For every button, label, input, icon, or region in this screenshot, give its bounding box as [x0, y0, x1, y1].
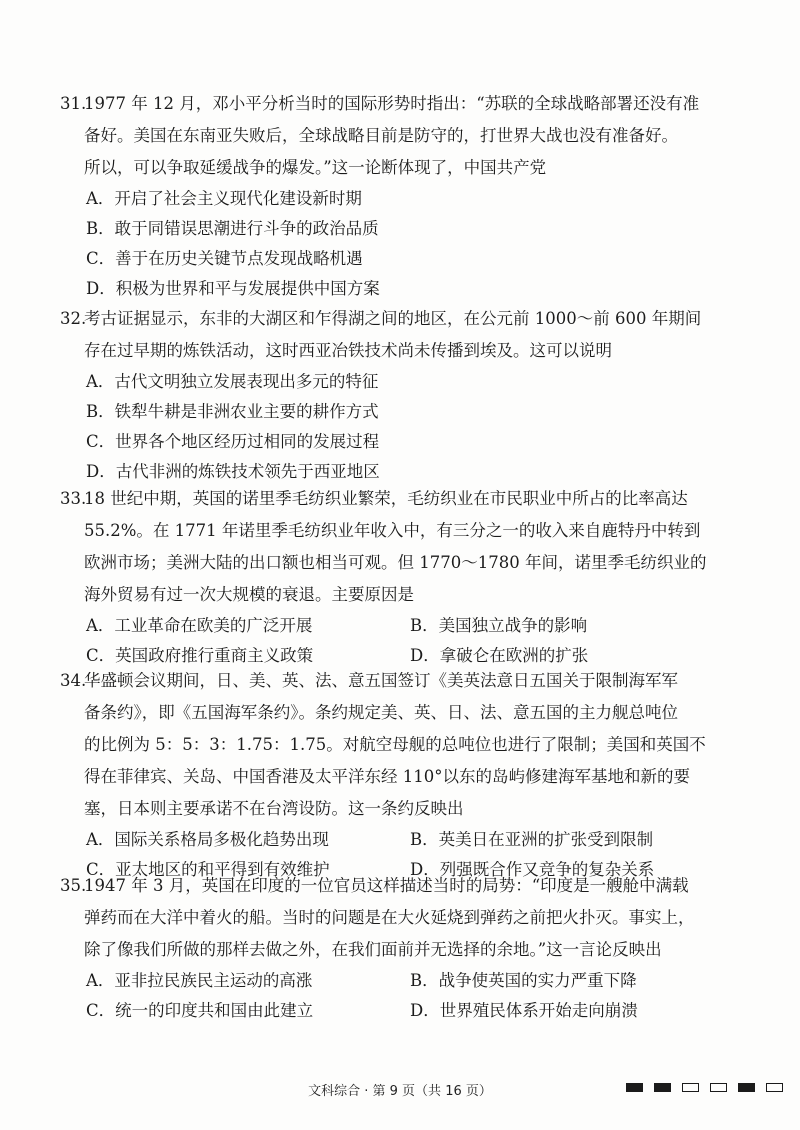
question-stem-line: 欧洲市场；美洲大陆的出口额也相当可观。但 1770～1780 年间，诺里季毛纺织业的	[84, 553, 707, 572]
page-footer: 文科综合 · 第 9 页（共 16 页）	[308, 1084, 492, 1099]
option-c: C．亚太地区的和平得到有效维护	[86, 860, 330, 879]
question-stem-line: 得在菲律宾、关岛、中国香港及太平洋东经 110°以东的岛屿修建海军基地和新的要	[84, 767, 690, 786]
empty-mark	[710, 1083, 727, 1092]
registration-marks	[626, 1083, 783, 1092]
option-row	[60, 996, 760, 1026]
question-stem-line: 华盛顿会议期间，日、美、英、法、意五国签订《美英法意日五国关于限制海军军	[84, 671, 678, 690]
option-d: D．古代非洲的炼铁技术领先于西亚地区	[86, 462, 380, 481]
option-row	[60, 825, 760, 855]
option-d: D．世界殖民体系开始走向崩溃	[410, 1001, 638, 1020]
question-stem-line: 备条约》，即《五国海军条约》。条约规定美、英、日、法、意五国的主力舰总吨位	[84, 703, 678, 722]
question-stem-line: 塞，日本则主要承诺不在台湾设防。这一条约反映出	[84, 799, 464, 818]
option-row	[60, 966, 760, 996]
question-number: 33.	[60, 489, 87, 508]
option-d: D．积极为世界和平与发展提供中国方案	[86, 279, 380, 298]
question-stem-line: 海外贸易有过一次大规模的衰退。主要原因是	[84, 585, 414, 604]
question-35	[60, 870, 760, 1026]
question-stem-line: 所以，可以争取延缓战争的爆发。”这一论断体现了，中国共产党	[84, 158, 547, 177]
option-b: B．敢于同错误思潮进行斗争的政治品质	[86, 219, 379, 238]
option-a: A．开启了社会主义现代化建设新时期	[86, 189, 362, 208]
option-a: A．工业革命在欧美的广泛开展	[86, 616, 313, 635]
question-stem-line: 考古证据显示，东非的大湖区和乍得湖之间的地区，在公元前 1000～前 600 年期间	[84, 309, 702, 328]
filled-mark	[654, 1083, 671, 1092]
question-stem-line: 55.2%。在 1771 年诺里季毛纺织业年收入中，有三分之一的收入来自鹿特丹中转到	[84, 521, 701, 540]
question-stem-line: 存在过早期的炼铁活动，这时西亚冶铁技术尚未传播到埃及。这可以说明	[84, 341, 612, 360]
option-d: D．拿破仑在欧洲的扩张	[410, 646, 589, 665]
question-stem-line: 的比例为 5：5：3：1.75：1.75。对航空母舰的总吨位也进行了限制；美国和英国不	[84, 735, 706, 754]
question-34	[60, 665, 760, 885]
question-number: 35.	[60, 876, 87, 895]
option-a: A．亚非拉民族民主运动的高涨	[86, 971, 313, 990]
question-31	[60, 88, 760, 304]
question-stem-line: 除了像我们所做的那样去做之外，在我们面前并无选择的余地。”这一言论反映出	[84, 940, 662, 959]
question-stem-line: 1977 年 12 月，邓小平分析当时的国际形势时指出：“苏联的全球战略部署还没有准	[84, 94, 700, 113]
question-stem-line: 弹药而在大洋中着火的船。当时的问题是在大火延烧到弹药之前把火扑灭。事实上，	[84, 908, 695, 927]
question-number: 34.	[60, 671, 87, 690]
empty-mark	[682, 1083, 699, 1092]
question-stem-line: 1947 年 3 月，英国在印度的一位官员这样描述当时的局势：“印度是一艘舱中满载	[84, 876, 689, 895]
option-b: B．美国独立战争的影响	[410, 616, 588, 635]
filled-mark	[738, 1083, 755, 1092]
option-c: C．统一的印度共和国由此建立	[86, 1001, 314, 1020]
question-number: 32.	[60, 309, 87, 328]
question-stem-line: 备好。美国在东南亚失败后，全球战略目前是防守的，打世界大战也没有准备好。	[84, 126, 678, 145]
option-b: B．铁犁牛耕是非洲农业主要的耕作方式	[86, 402, 379, 421]
empty-mark	[766, 1083, 783, 1092]
option-c: C．世界各个地区经历过相同的发展过程	[86, 432, 380, 451]
question-32	[60, 303, 760, 487]
question-stem-line: 18 世纪中期，英国的诺里季毛纺织业繁荣，毛纺织业在市民职业中所占的比率高达	[84, 489, 688, 508]
option-a: A．古代文明独立发展表现出多元的特征	[86, 372, 379, 391]
option-c: C．善于在历史关键节点发现战略机遇	[86, 249, 363, 268]
option-b: B．战争使英国的实力严重下降	[410, 971, 637, 990]
option-b: B．英美日在亚洲的扩张受到限制	[410, 830, 654, 849]
option-row	[60, 611, 760, 641]
option-c: C．英国政府推行重商主义政策	[86, 646, 314, 665]
question-number: 31.	[60, 94, 87, 113]
option-a: A．国际关系格局多极化趋势出现	[86, 830, 329, 849]
filled-mark	[626, 1083, 643, 1092]
question-33	[60, 483, 760, 671]
option-d: D．列强既合作又竞争的复杂关系	[410, 860, 655, 879]
